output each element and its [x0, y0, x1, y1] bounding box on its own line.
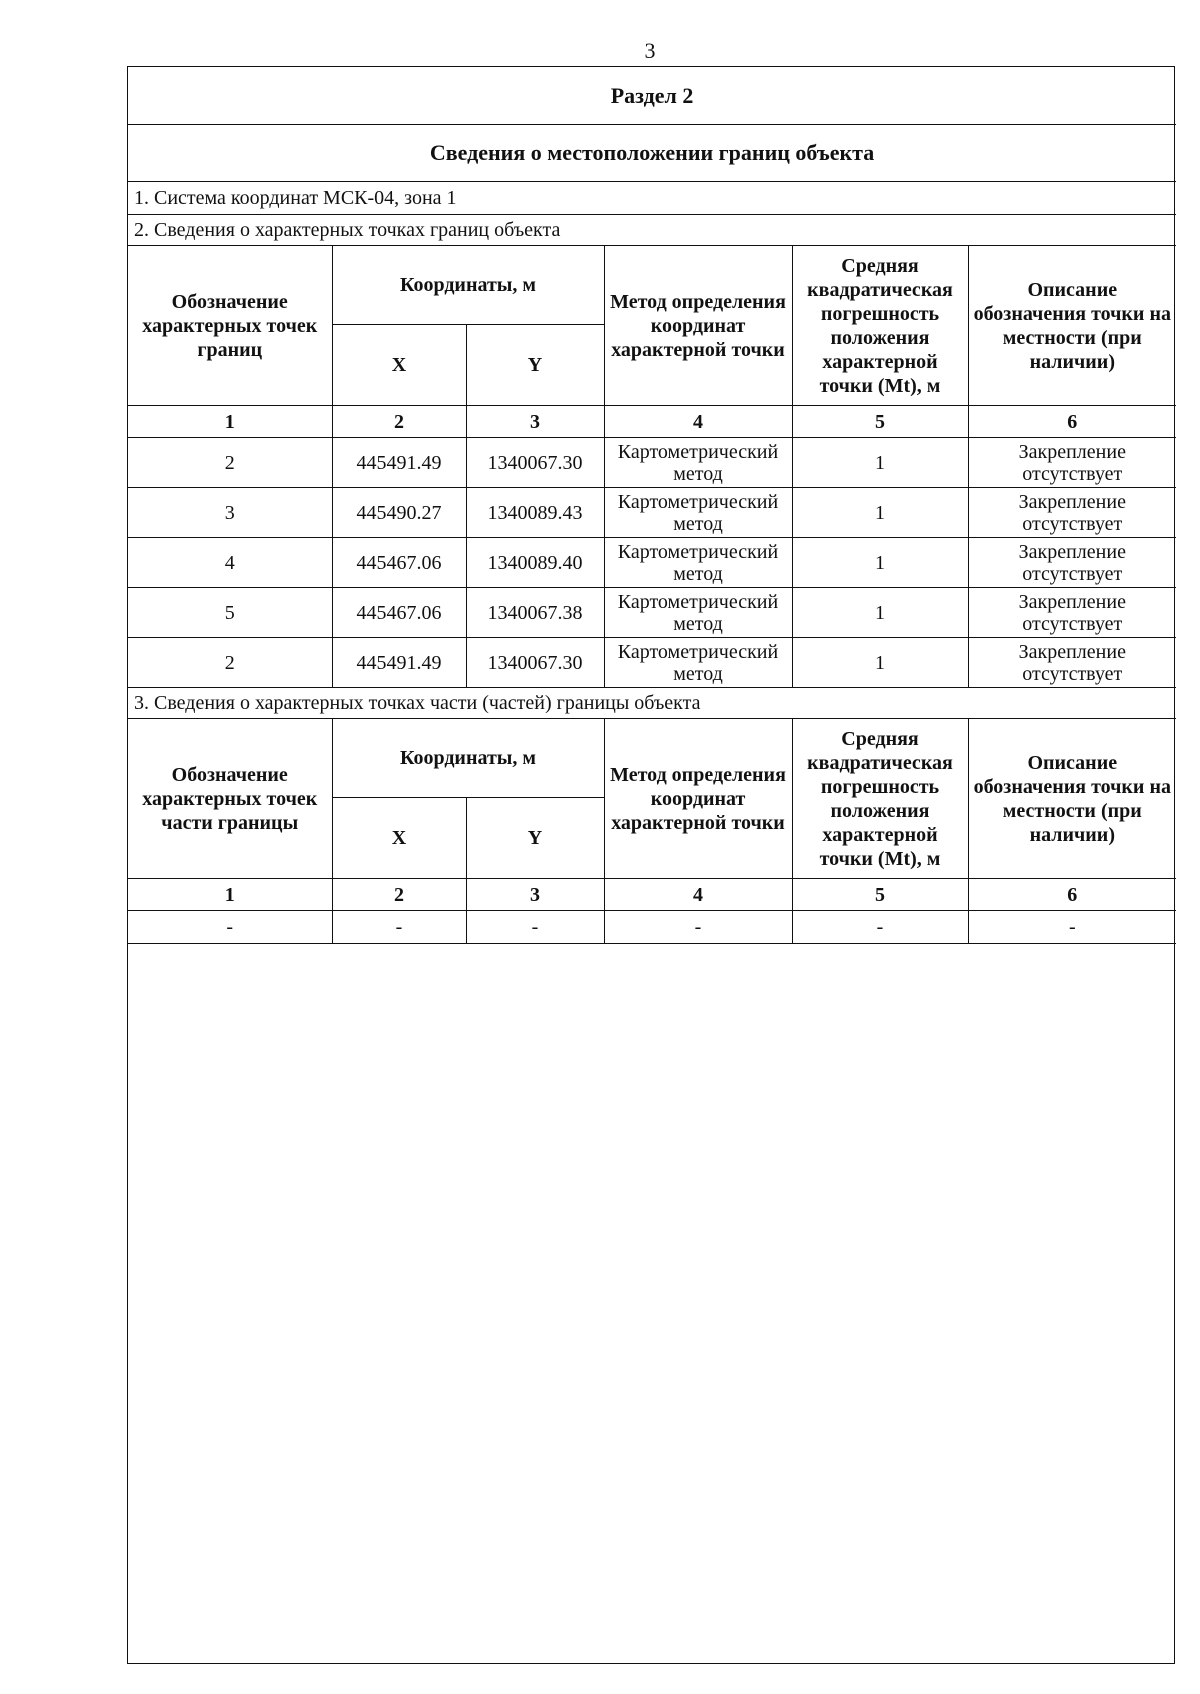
t1-colnum: 5	[792, 406, 968, 438]
t2-colnum: 6	[968, 879, 1176, 911]
method: Картометрический метод	[604, 538, 792, 588]
table-row	[128, 488, 1176, 538]
point-id: 2	[128, 438, 332, 488]
table-row	[128, 588, 1176, 638]
table1-colnum-row	[128, 406, 1176, 438]
error: 1	[792, 488, 968, 538]
error: 1	[792, 438, 968, 488]
description: Закрепление отсутствует	[968, 438, 1176, 488]
t1-colnum: 4	[604, 406, 792, 438]
t1-header-method: Метод определения координат характерной точки	[604, 246, 792, 406]
description: Закрепление отсутствует	[968, 538, 1176, 588]
point-id: 5	[128, 588, 332, 638]
method: Картометрический метод	[604, 638, 792, 688]
t1-header-point: Обозначение характерных точек границ	[128, 246, 332, 406]
section-table	[128, 67, 1176, 944]
method: -	[604, 911, 792, 944]
error: 1	[792, 588, 968, 638]
point-id: 3	[128, 488, 332, 538]
coord-system-label: 1. Система координат МСК-04, зона 1	[128, 182, 1176, 215]
error: 1	[792, 638, 968, 688]
table-row	[128, 638, 1176, 688]
t2-header-y: Y	[466, 798, 604, 879]
section-subtitle: Сведения о местоположении границ объекта	[128, 125, 1176, 182]
description: Закрепление отсутствует	[968, 488, 1176, 538]
coord-x: 445467.06	[332, 588, 466, 638]
t2-colnum: 3	[466, 879, 604, 911]
t1-colnum: 6	[968, 406, 1176, 438]
table1-header-row	[128, 246, 1176, 325]
coord-x: -	[332, 911, 466, 944]
coord-x: 445491.49	[332, 438, 466, 488]
t2-header-desc: Описание обозначения точки на местности (при наличии)	[968, 719, 1176, 879]
t2-colnum: 1	[128, 879, 332, 911]
t1-header-x: X	[332, 325, 466, 406]
coord-x: 445491.49	[332, 638, 466, 688]
coord-y: 1340067.30	[466, 438, 604, 488]
t2-colnum: 4	[604, 879, 792, 911]
t2-header-x: X	[332, 798, 466, 879]
error: -	[792, 911, 968, 944]
method: Картометрический метод	[604, 588, 792, 638]
coord-x: 445490.27	[332, 488, 466, 538]
t2-header-error: Средняя квадратическая погрешность положения характерной точки (Mt), м	[792, 719, 968, 879]
coord-y: 1340089.43	[466, 488, 604, 538]
t1-colnum: 2	[332, 406, 466, 438]
coord-y: 1340067.38	[466, 588, 604, 638]
description: Закрепление отсутствует	[968, 638, 1176, 688]
error: 1	[792, 538, 968, 588]
point-id: 4	[128, 538, 332, 588]
t1-header-coords: Координаты, м	[332, 246, 604, 325]
coord-y: 1340067.30	[466, 638, 604, 688]
method: Картометрический метод	[604, 438, 792, 488]
table-row	[128, 911, 1176, 944]
t1-header-y: Y	[466, 325, 604, 406]
table-row	[128, 438, 1176, 488]
point-id: -	[128, 911, 332, 944]
table2-header-row	[128, 719, 1176, 798]
t1-colnum: 3	[466, 406, 604, 438]
points-title: 2. Сведения о характерных точках границ объекта	[128, 215, 1176, 246]
t2-header-method: Метод определения координат характерной точки	[604, 719, 792, 879]
coord-y: 1340089.40	[466, 538, 604, 588]
document-frame	[127, 66, 1175, 1664]
section-title: Раздел 2	[128, 67, 1176, 125]
point-id: 2	[128, 638, 332, 688]
description: -	[968, 911, 1176, 944]
t2-header-point: Обозначение характерных точек части границы	[128, 719, 332, 879]
method: Картометрический метод	[604, 488, 792, 538]
coord-x: 445467.06	[332, 538, 466, 588]
t2-colnum: 5	[792, 879, 968, 911]
t1-colnum: 1	[128, 406, 332, 438]
table2-colnum-row	[128, 879, 1176, 911]
table-row	[128, 538, 1176, 588]
coord-y: -	[466, 911, 604, 944]
t2-colnum: 2	[332, 879, 466, 911]
t1-header-error: Средняя квадратическая погрешность положения характерной точки (Mt), м	[792, 246, 968, 406]
t1-header-desc: Описание обозначения точки на местности (при наличии)	[968, 246, 1176, 406]
description: Закрепление отсутствует	[968, 588, 1176, 638]
parts-title: 3. Сведения о характерных точках части (частей) границы объекта	[128, 688, 1176, 719]
t2-header-coords: Координаты, м	[332, 719, 604, 798]
page-number: 3	[644, 38, 656, 63]
